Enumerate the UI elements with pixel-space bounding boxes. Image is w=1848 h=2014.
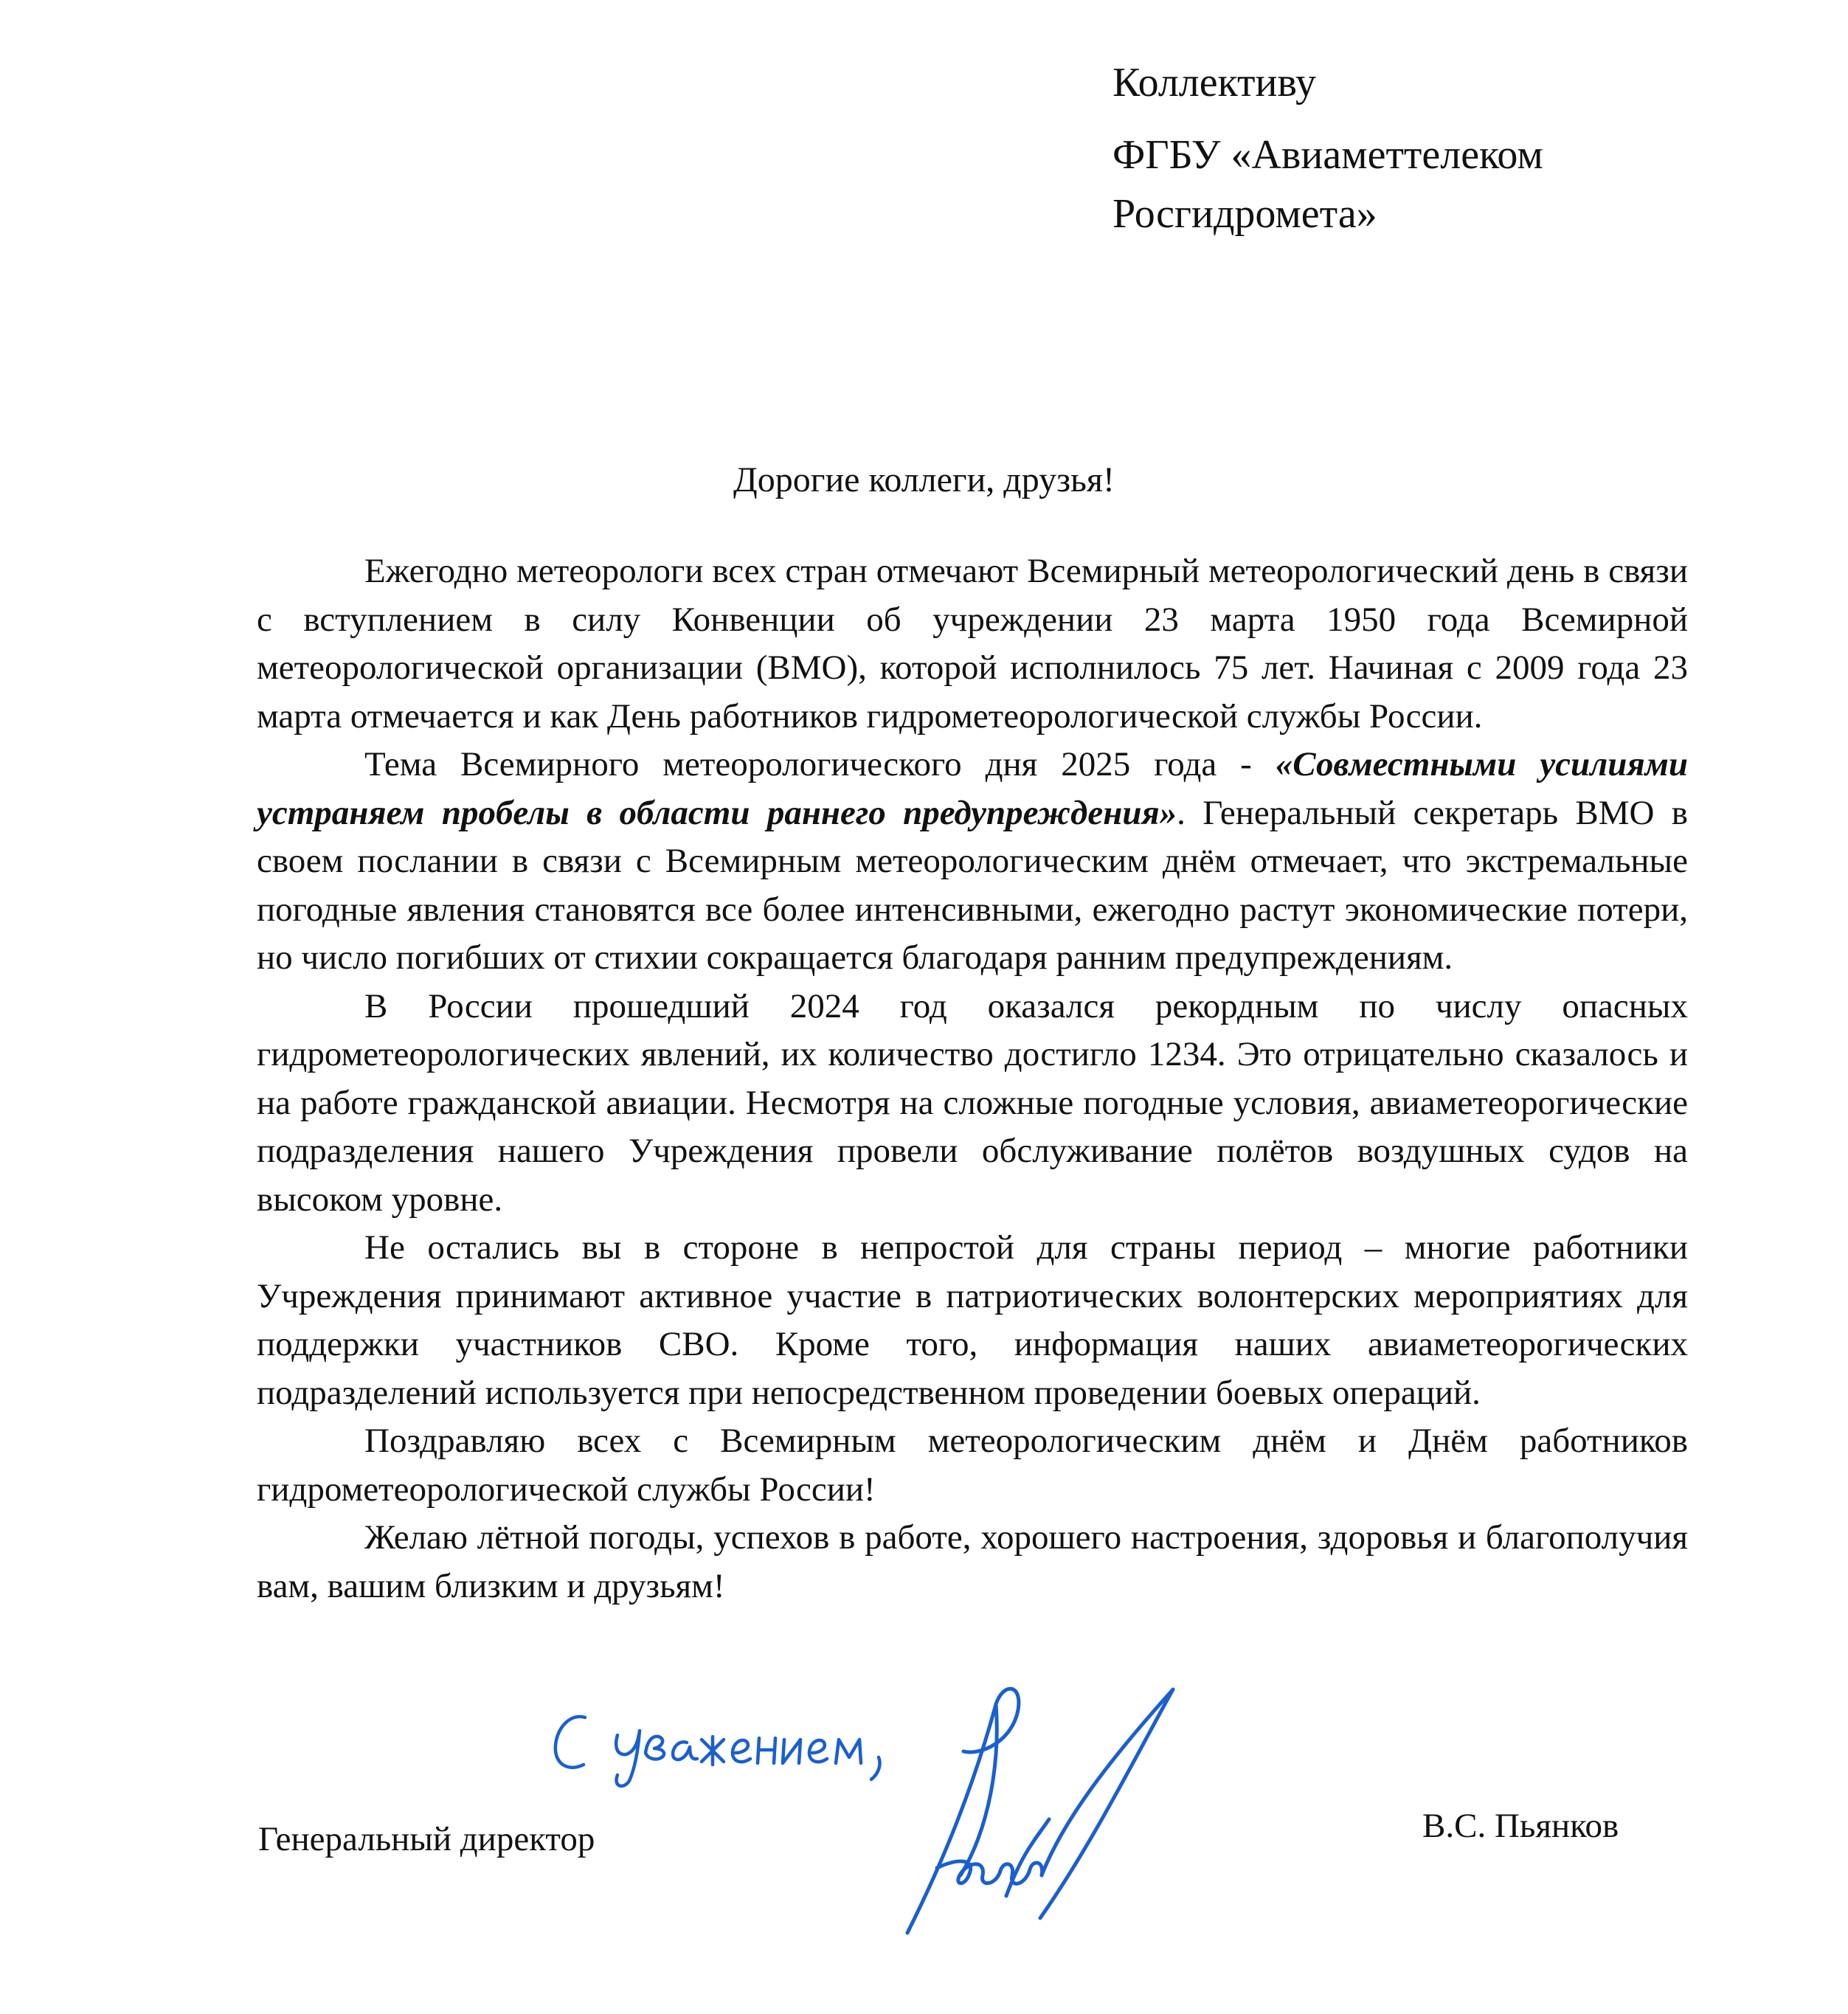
- paragraph-2-start: Тема Всемирного метеорологического дня 2025 года -: [364, 745, 1276, 783]
- greeting: Дорогие коллеги, друзья!: [733, 460, 1115, 499]
- signature: [893, 1675, 1210, 1940]
- signer-position: Генеральный директор: [258, 1820, 595, 1858]
- paragraph-5: Поздравляю всех с Всемирным метеорологическим днём и Днём работников гидрометеорологической службы России!: [257, 1422, 1688, 1509]
- theme-text: «Совместными усилиями устраняем пробелы в области раннего предупреждения»: [257, 745, 1688, 832]
- addressee-line-1: Коллективу: [1112, 60, 1317, 105]
- handwritten-signoff: [550, 1697, 933, 1793]
- addressee-line-2: ФГБУ «Авиаметтелеком: [1112, 132, 1543, 178]
- addressee-line-3: Росгидромета»: [1112, 191, 1377, 237]
- paragraph-4: Не остались вы в стороне в непростой для страны период – многие работники Учреждения принимают активное участие в патриотических волонтерских мероприятиях для поддержки участников СВО. Кроме того, информация наших авиаметеорогических подразделений используется при непосредственном проведении боевых операций.: [257, 1228, 1688, 1412]
- paragraph-2: [257, 741, 1688, 983]
- paragraph-3: В России прошедший 2024 год оказался рекордным по числу опасных гидрометеорологических явлений, их количество достигло 1234. Это отрицательно сказалось и на работе гражданской авиации. Несмотря на сложные погодные условия, авиаметеорогические подразделения нашего Учреждения провели обслуживание полётов воздушных судов на высоком уровне.: [257, 986, 1688, 1219]
- paragraph-1: Ежегодно метеорологи всех стран отмечают Всемирный метеорологический день в связи с вступлением в силу Конвенции об учреждении 23 марта 1950 года Всемирной метеорологической организации (ВМО), которой исполнилось 75 лет. Начиная с 2009 года 23 марта отмечается и как День работников гидрометеорологической службы России.: [257, 552, 1688, 736]
- paragraph-6: Желаю лётной погоды, успехов в работе, хорошего настроения, здоровья и благополучия вам, вашим близким и друзьям!: [257, 1518, 1688, 1605]
- addressee-block: [1112, 53, 1776, 243]
- paragraph-2-end: . Генеральный секретарь ВМО в своем послании в связи с Всемирным метеорологическим днём отмечает, что экстремальные погодные явления становятся все более интенсивными, ежегодно растут экономические потери, но число погибших от стихии сокращается благодаря ранним предупреждениям.: [257, 793, 1688, 977]
- signer-name: В.С. Пьянков: [1422, 1807, 1619, 1845]
- letter-body: [257, 547, 1688, 1610]
